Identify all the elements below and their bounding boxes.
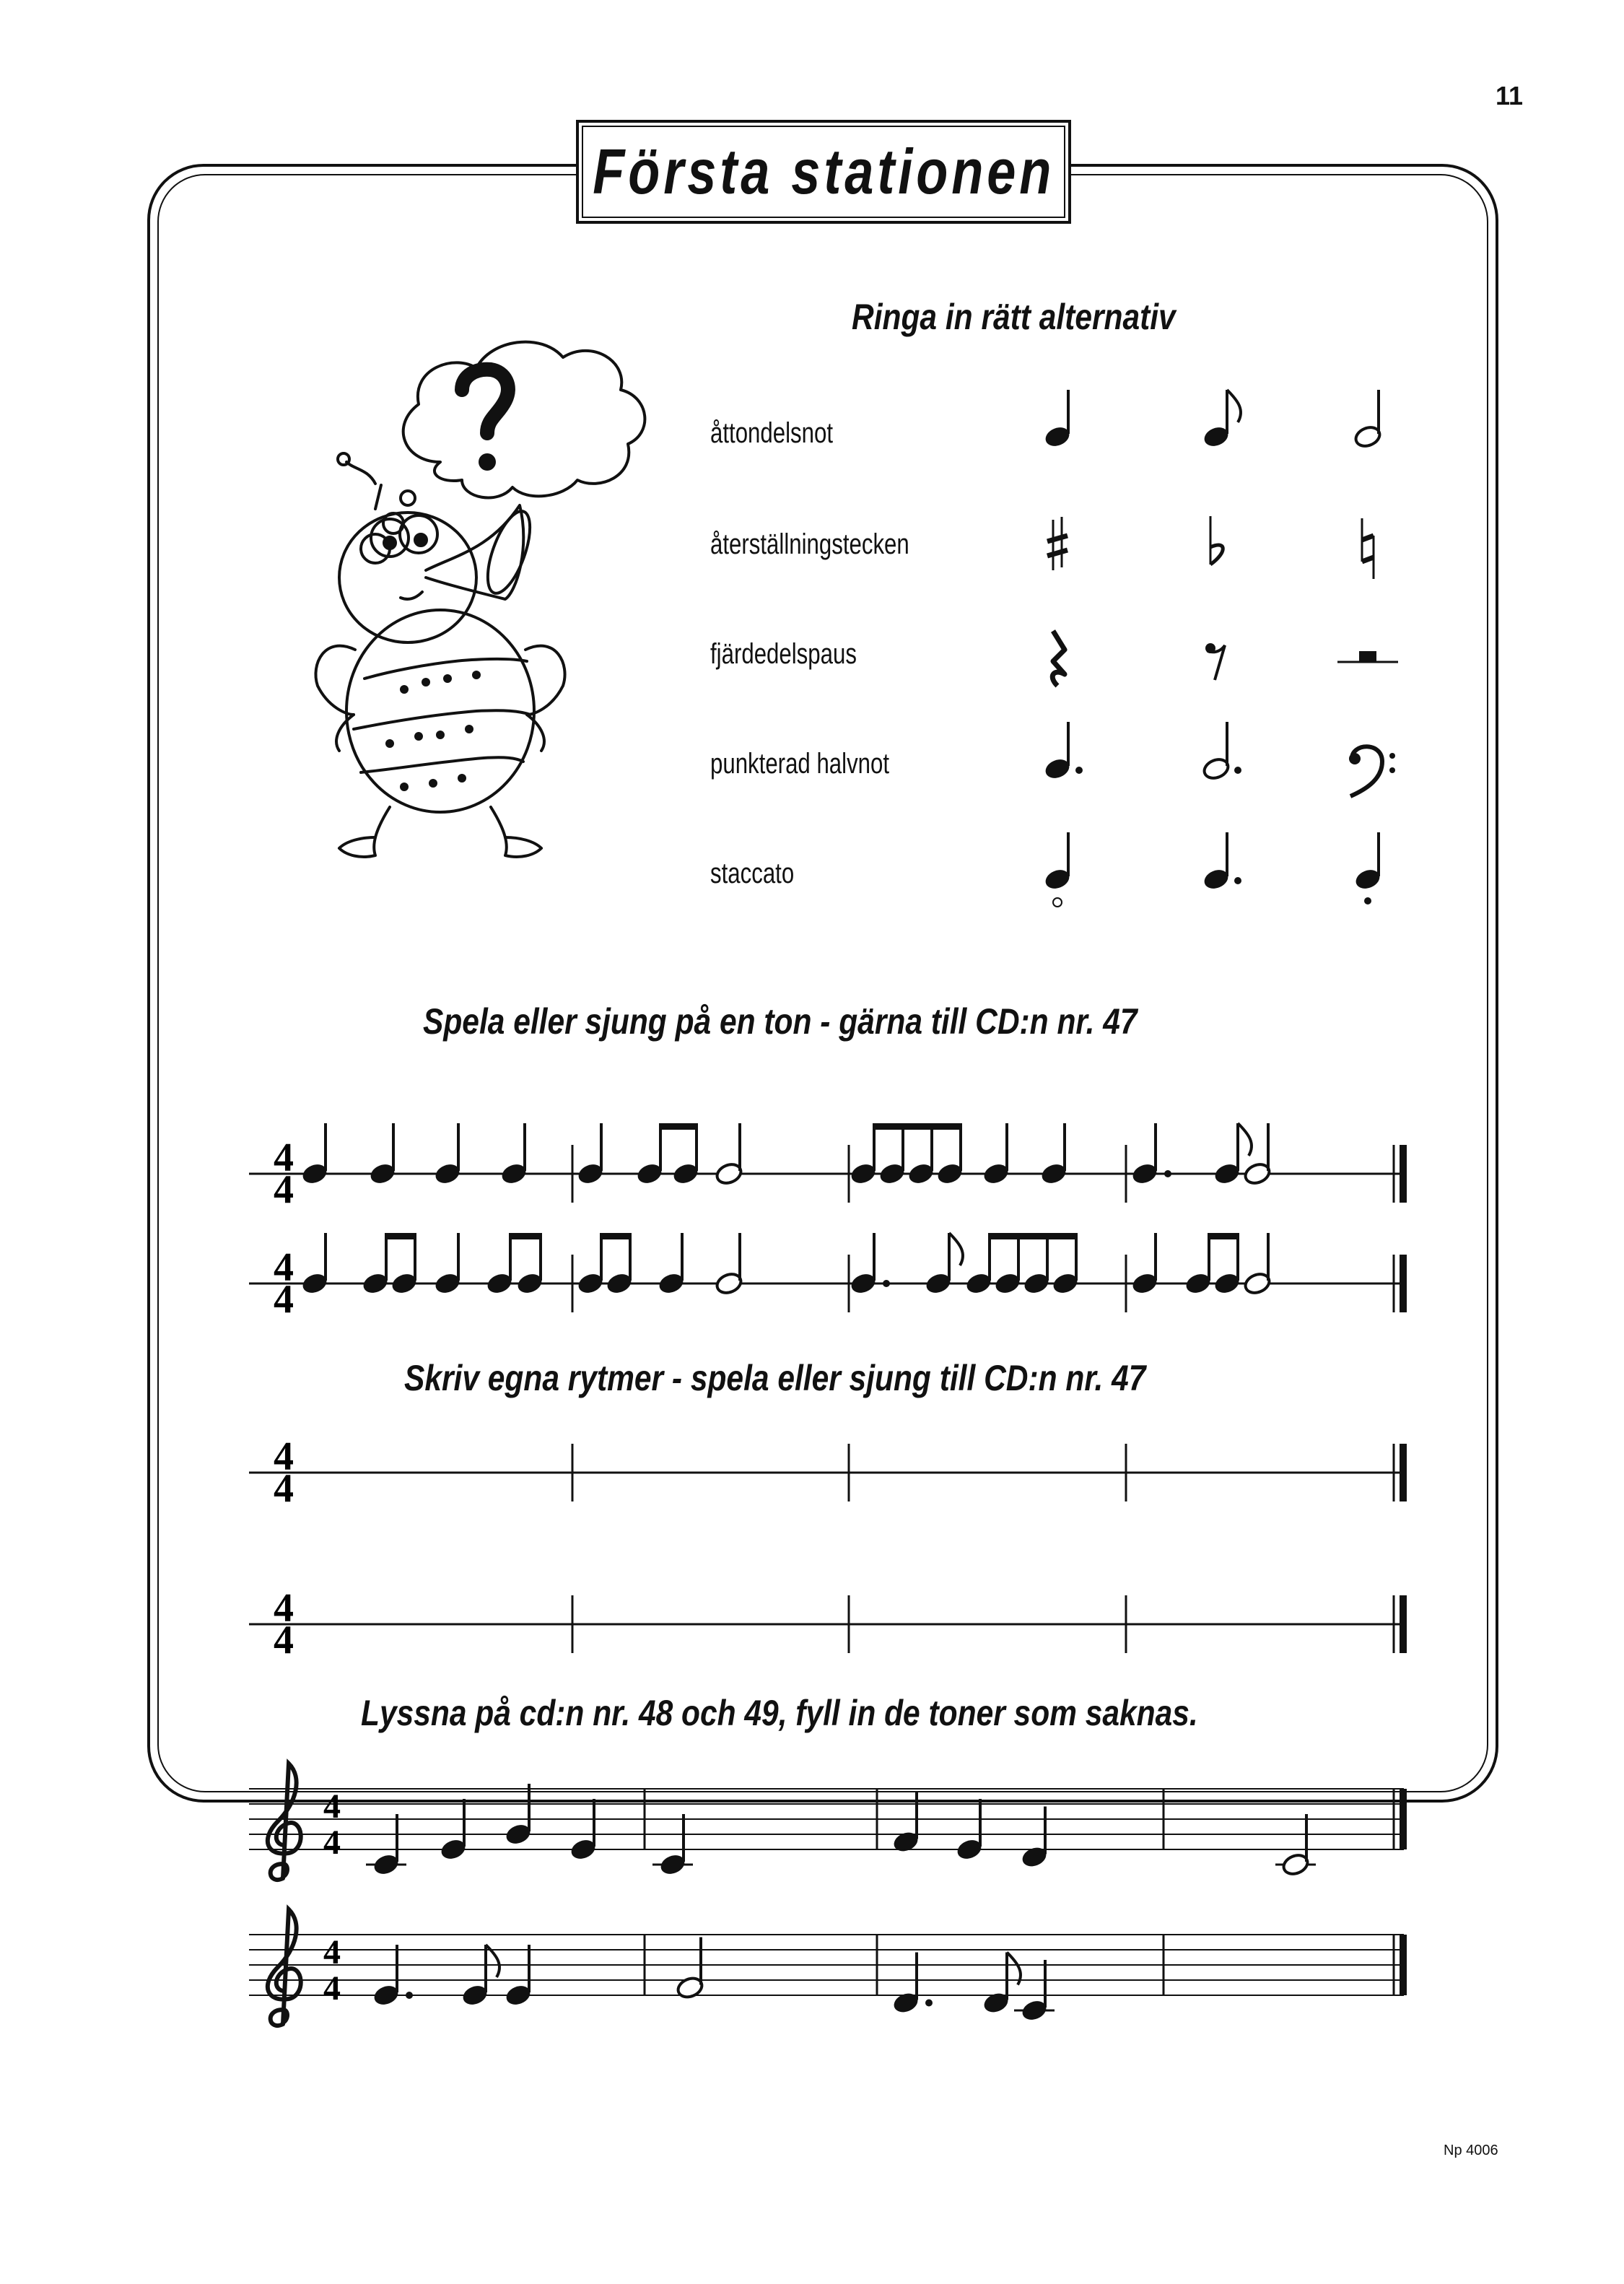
final-barline-thick [1400, 1595, 1407, 1653]
half-note-icon [1353, 390, 1383, 449]
beam [988, 1233, 1078, 1239]
dotted-half-icon [1202, 722, 1241, 781]
note-flag [1227, 390, 1241, 422]
exercise2-heading: Spela eller sjung på en ton - gärna till CD:n nr. 47 [423, 1001, 1138, 1042]
quarter-rest-icon [1052, 631, 1065, 686]
time-signature-bottom: 4 [274, 1618, 294, 1663]
tenuto-circle-note-icon [1043, 832, 1073, 907]
exercise3-heading: Skriv egna rytmer - spela eller sjung till CD:n nr. 47 [404, 1358, 1146, 1398]
dotted-quarter-icon [1202, 832, 1241, 892]
beam [509, 1233, 542, 1239]
final-barline-thick [1400, 1789, 1407, 1849]
staccato-note-icon [1353, 832, 1383, 905]
time-signature-top: 4 [274, 1434, 294, 1479]
sharp-icon [1047, 517, 1068, 570]
footer-code: Np 4006 [1444, 2143, 1498, 2158]
term-row-5: staccato [710, 858, 795, 889]
time-signature-bottom: 4 [323, 1969, 341, 2008]
final-barline-thick [1400, 1145, 1407, 1203]
time-signature-top: 4 [323, 1787, 341, 1826]
time-signature-top: 4 [274, 1136, 294, 1180]
note-flag [1238, 1123, 1252, 1156]
eighth-rest-icon [1205, 643, 1225, 680]
beam [659, 1123, 698, 1130]
bass-clef-icon [1349, 746, 1395, 796]
bee-mascot-illustration [315, 342, 645, 857]
rhythm-staff [249, 1233, 1407, 1322]
note-dot [1364, 897, 1371, 905]
option-symbols [1043, 390, 1398, 907]
term-row-2: återställningstecken [710, 528, 909, 560]
note-dot [1234, 877, 1241, 884]
final-barline-thick [1400, 1255, 1407, 1312]
melody-staff [249, 1764, 1407, 1880]
note-flag [949, 1233, 963, 1265]
exercise1-heading: Ringa in rätt alternativ [852, 297, 1176, 337]
beam [1208, 1233, 1239, 1239]
exercise4-heading: Lyssna på cd:n nr. 48 och 49, fyll in de toner som saknas. [361, 1693, 1198, 1733]
page-number: 11 [1496, 81, 1524, 110]
note-dot [1164, 1170, 1171, 1177]
treble-clef-icon [268, 1909, 301, 2026]
melody-staves [249, 1764, 1407, 2026]
term-row-1: åttondelsnot [710, 417, 834, 449]
term-row-4: punkterad halvnot [710, 748, 890, 780]
final-barline-thick [1400, 1935, 1407, 1995]
empty-staves [249, 1434, 1407, 1662]
treble-clef-icon [268, 1764, 301, 1880]
note-dot [1075, 767, 1083, 774]
time-signature-top: 4 [274, 1245, 294, 1290]
time-signature-bottom: 4 [274, 1277, 294, 1322]
time-signature-bottom: 4 [323, 1823, 341, 1862]
quarter-note-icon [1043, 390, 1073, 449]
final-barline-thick [1400, 1444, 1407, 1501]
empty-rhythm-staff [249, 1434, 1407, 1511]
half-rest-icon [1337, 651, 1398, 662]
beam [600, 1233, 632, 1239]
note-dot [883, 1280, 890, 1287]
eighth-note-icon [1202, 390, 1241, 449]
dotted-quarter-icon [1043, 722, 1083, 781]
beam [385, 1233, 416, 1239]
rhythm-staff [249, 1123, 1407, 1212]
note-dot [1234, 767, 1241, 774]
term-row-3: fjärdedelspaus [710, 638, 857, 670]
rhythm-staves [249, 1123, 1407, 1322]
natural-icon [1362, 518, 1374, 579]
note-dot [925, 2000, 933, 2007]
time-signature-top: 4 [274, 1586, 294, 1631]
beam [873, 1123, 962, 1130]
empty-rhythm-staff [249, 1586, 1407, 1662]
time-signature-bottom: 4 [274, 1466, 294, 1512]
time-signature-top: 4 [323, 1933, 341, 1971]
flat-icon [1210, 516, 1223, 565]
page-title: Första stationen [592, 136, 1055, 207]
time-signature-bottom: 4 [274, 1167, 294, 1213]
melody-staff [249, 1909, 1407, 2026]
note-dot [406, 1992, 413, 1999]
